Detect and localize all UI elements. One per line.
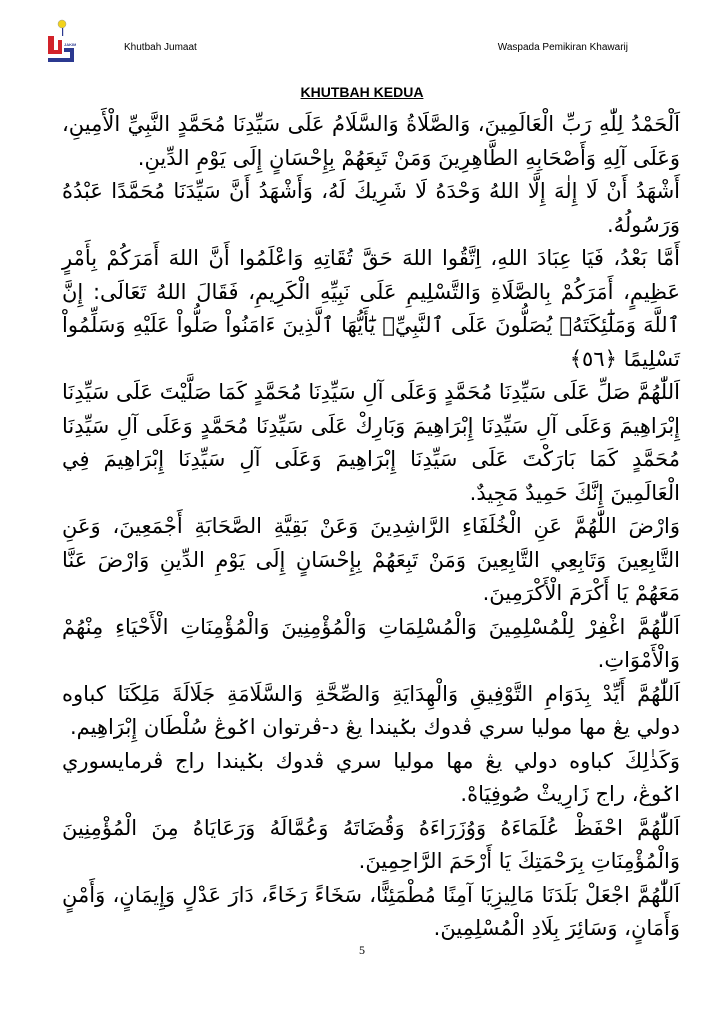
paragraph-salawat: اَللّٰهُمَّ صَلِّ عَلَى سَيِّدِنَا مُحَمَّدٍ وَعَلَى آلِ سَيِّدِنَا مُحَمَّدٍ كَمَا صَلَّيْتَ عَلَى سَيِّدِنَا إِبْرَاهِيمَ وَعَلَى آلِ سَيِّدِنَا إِبْرَاهِيمَ وَبَارِكْ عَلَى سَيِّدِنَا مُحَمَّدٍ وَعَلَى آلِ سَيِّدِنَا مُحَمَّدٍ كَمَا بَارَكْتَ عَلَى سَيِّدِنَا إِبْرَاهِيمَ وَعَلَى آلِ سَيِّدِنَا إِبْرَاهِيمَ فِي الْعَالَمِينَ إِنَّكَ حَمِيدٌ مَجِيدٌ.: [62, 380, 680, 505]
paragraph-doa-agong: اَللّٰهُمَّ أَيِّدْ بِدَوَامِ التَّوْفِيقِ وَالْهِدَايَةِ وَالصِّحَّةِ وَالسَّلَامَةِ جَلَالَةَ مَلِكَنَا كباوه دولي يڠ مها موليا سري ڤدوك بݢيندا يڠ د-ڤرتوان اݢوڠ سُلْطَان إِبْرَاهِيم.: [62, 681, 680, 739]
header-right-text: Waspada Pemikiran Khawarij: [497, 42, 628, 53]
paragraph-amma-bad: أَمَّا بَعْدُ، فَيَا عِبَادَ اللهِ، اِتَّقُوا اللهَ حَقَّ تُقَاتِهِ وَاعْلَمُوا أَنَّ اللهَ أَمَرَكُمْ بِأَمْرٍ عَظِيمٍ، أَمَرَكُمْ بِالصَّلَاةِ وَالتَّسْلِيمِ عَلَى نَبِيِّهِ الْكَرِيمِ، فَقَالَ اللهُ تَعَالَى: إِنَّ ٱللَّهَ وَمَلَٰٓئِكَتَهُۥ يُصَلُّونَ عَلَى ٱلنَّبِيِّۚ يَٰٓأَيُّهَا ٱلَّذِينَ ءَامَنُواْ صَلُّواْ عَلَيْهِ وَسَلِّمُواْ تَسْلِيمًا ﴿٥٦﴾: [62, 246, 680, 371]
svg-text:JAKIM: JAKIM: [64, 42, 76, 47]
khutbah-body: [62, 108, 680, 946]
header-left-text: Khutbah Jumaat: [124, 42, 197, 53]
page-title: KHUTBAH KEDUA: [300, 84, 424, 100]
paragraph-shahada: أَشْهَدُ أَنْ لَا إِلٰهَ إِلَّا اللهُ وَحْدَهُ لَا شَرِيكَ لَهُ، وَأَشْهَدُ أَنَّ سَيِّدَنَا مُحَمَّدًا عَبْدُهُ وَرَسُولُهُ.: [62, 179, 680, 237]
paragraph-doa-negara: اَللّٰهُمَّ اجْعَلْ بَلَدَنَا مَالِيزِيَا آمِنًا مُطْمَئِنًّا، سَخَاءً رَخَاءً، دَارَ عَدْلٍ وَإِيمَانٍ، وَأَمْنٍ وَأَمَانٍ، وَسَائِرَ بِلَادِ الْمُسْلِمِينَ.: [62, 882, 680, 940]
page-number: 5: [359, 943, 365, 957]
paragraph-opening: اَلْحَمْدُ لِلّٰهِ رَبِّ الْعَالَمِينَ، وَالصَّلَاةُ وَالسَّلَامُ عَلَى سَيِّدِنَا مُحَمَّدٍ النَّبِيِّ الْأَمِينِ، وَعَلَى آلِهِ وَأَصْحَابِهِ الطَّاهِرِينَ وَمَنْ تَبِعَهُمْ بِإِحْسَانٍ إِلَى يَوْمِ الدِّينِ.: [62, 112, 680, 170]
paragraph-maghfirah: اَللّٰهُمَّ اغْفِرْ لِلْمُسْلِمِينَ وَالْمُسْلِمَاتِ وَالْمُؤْمِنِينَ وَالْمُؤْمِنَاتِ الْأَحْيَاءِ مِنْهُمْ وَالْأَمْوَاتِ.: [62, 614, 680, 672]
jakim-logo: [46, 18, 76, 64]
paragraph-radhi: وَارْضَ اللّٰهُمَّ عَنِ الْخُلَفَاءِ الرَّاشِدِينَ وَعَنْ بَقِيَّةِ الصَّحَابَةِ أَجْمَعِينَ، وَعَنِ التَّابِعِينَ وَتَابِعِي التَّابِعِينَ وَمَنْ تَبِعَهُمْ بِإِحْسَانٍ إِلَى يَوْمِ الدِّينِ وَارْضَ عَنَّا مَعَهُمْ يَا أَكْرَمَ الْأَكْرَمِينَ.: [62, 514, 680, 605]
paragraph-doa-permaisuri: وَكَذٰلِكَ كباوه دولي يڠ مها موليا سري ڤدوك بݢيندا راج ڤرمايسوري اݢوڠ، راج زَارِيثْ صُوفِيَاهْ.: [62, 748, 680, 806]
paragraph-doa-ulama: اَللّٰهُمَّ احْفَظْ عُلَمَاءَهُ وَوُزَرَاءَهُ وَقُضَاتَهُ وَعُمَّالَهُ وَرَعَايَاهُ مِنَ الْمُؤْمِنِينَ وَالْمُؤْمِنَاتِ بِرَحْمَتِكَ يَا أَرْحَمَ الرَّاحِمِينَ.: [62, 815, 680, 873]
